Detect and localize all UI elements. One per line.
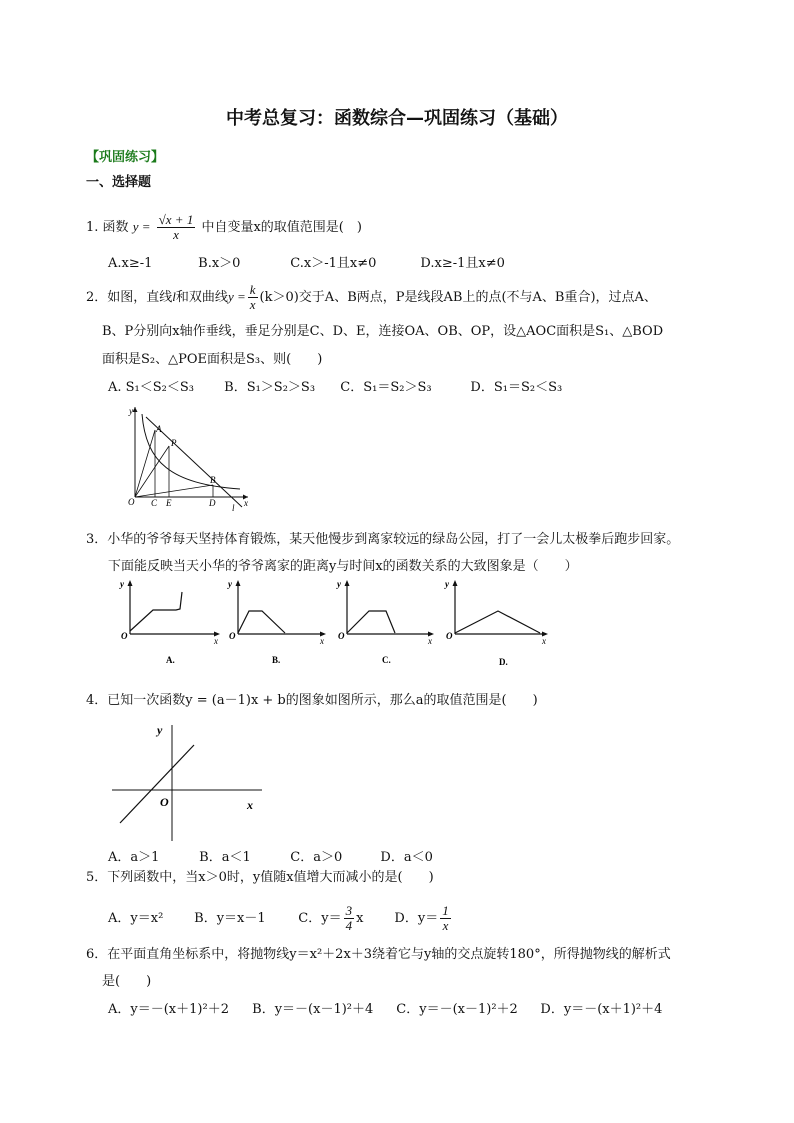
q2-segment-op bbox=[135, 446, 169, 497]
q3-a-caption: A. bbox=[166, 655, 175, 665]
q5-option-c-fraction bbox=[344, 904, 355, 933]
q6-options bbox=[108, 1000, 662, 1020]
q2-label-a: A bbox=[156, 424, 162, 434]
q3-a-y-label: y bbox=[120, 579, 124, 589]
q6-option-c: C．y＝－(x－1)²＋2 bbox=[396, 1002, 518, 1017]
q2-label-c: C bbox=[151, 498, 158, 508]
q2-option-d: D．S₁＝S₂＜S₃ bbox=[470, 380, 563, 395]
q2-label-o: O bbox=[128, 497, 135, 507]
q3-graph-b bbox=[227, 579, 326, 665]
q1-option-b: B.x＞0 bbox=[198, 256, 241, 271]
q2-segment-oa bbox=[135, 430, 155, 497]
q3-c-o-label: O bbox=[338, 631, 345, 641]
q4-stem bbox=[86, 691, 538, 711]
q2-label-p: P bbox=[171, 438, 177, 448]
q3-a-x-label: x bbox=[214, 636, 218, 646]
q2-label-y: y bbox=[129, 406, 133, 416]
q2-line-2: B、P分别向x轴作垂线，垂足分别是C、D、E，连接OA、OB、OP，设△AOC面积是S₁、△BOD bbox=[102, 324, 664, 339]
q5-option-d-den: x bbox=[442, 918, 449, 933]
q2-text-a: 如图，直线 bbox=[107, 290, 173, 305]
q4-o-label: O bbox=[160, 795, 169, 809]
q2-text-c: (k＞0)交于A、B两点，P是线段AB上的点(不与A、B重合)，过点A、 bbox=[259, 290, 657, 305]
q3-d-o-label: O bbox=[446, 631, 453, 641]
q2-label-b: B bbox=[210, 475, 216, 485]
q3-c-y-label: y bbox=[337, 579, 341, 589]
q6-option-a: A．y＝－(x＋1)²＋2 bbox=[108, 1002, 229, 1017]
q6-option-b: B．y＝－(x－1)²＋4 bbox=[252, 1002, 374, 1017]
q4-text: 已知一次函数y = (a－1)x + b的图象如图所示，那么a的取值范围是( ) bbox=[107, 693, 538, 708]
q1-y-eq: y = bbox=[132, 219, 151, 234]
q2-options bbox=[108, 378, 562, 398]
q4-options bbox=[108, 848, 433, 868]
q4-option-c: C．a＞0 bbox=[290, 850, 343, 865]
q2-number: 2． bbox=[86, 290, 108, 305]
q1-option-a: A.x≥-1 bbox=[108, 256, 153, 271]
q4-y-label: y bbox=[157, 723, 163, 737]
q5-text: 下列函数中，当x＞0时，y值随x值增大而减小的是( ) bbox=[107, 870, 434, 885]
q2-label-d: D bbox=[209, 498, 216, 508]
q1-stem bbox=[86, 213, 362, 242]
q5-stem bbox=[86, 868, 434, 888]
q1-number: 1. bbox=[86, 220, 99, 235]
q3-c-caption: C. bbox=[382, 655, 391, 665]
q2-figure bbox=[120, 402, 260, 514]
q3-graph-d-curve bbox=[455, 611, 540, 633]
q2-numerator: k bbox=[249, 282, 256, 297]
q5-number: 5． bbox=[86, 870, 108, 885]
q2-line-3: 面积是S₂、△POE面积是S₃、则( ) bbox=[102, 352, 323, 367]
q2-denominator: x bbox=[249, 297, 256, 312]
q6-number: 6． bbox=[86, 947, 108, 962]
q2-y-eq: y = bbox=[227, 289, 246, 304]
q2-segment-ob bbox=[135, 485, 213, 497]
q3-d-caption: D. bbox=[499, 657, 508, 667]
q2-label-l: l bbox=[232, 503, 235, 513]
q5-option-b: B．y＝x－1 bbox=[194, 911, 266, 926]
q3-line-2: 下面能反映当天小华的爷爷离家的距离y与时间x的函数关系的大致图象是（ ） bbox=[108, 559, 578, 574]
q3-b-o-label: O bbox=[229, 631, 236, 641]
q6-line-1 bbox=[86, 945, 671, 965]
q2-line-l: l bbox=[172, 289, 176, 304]
q4-option-a: A．a＞1 bbox=[108, 850, 160, 865]
q2-fraction bbox=[248, 283, 258, 312]
q5-option-a: A．y＝x² bbox=[108, 911, 164, 926]
q2-y-arrow bbox=[133, 407, 138, 412]
q3-graphs bbox=[110, 576, 560, 671]
q3-a-o-label: O bbox=[121, 631, 128, 641]
q3-b-x-label: x bbox=[320, 636, 324, 646]
q3-graph-d bbox=[444, 579, 548, 667]
q2-label-x: x bbox=[244, 498, 248, 508]
q1-option-c: C.x＞-1且x≠0 bbox=[290, 256, 377, 271]
q5-option-d bbox=[394, 904, 452, 933]
q3-text-1: 小华的爷爷每天坚持体育锻炼，某天他慢步到离家较远的绿岛公园，打了一会儿太极拳后跑步回家。 bbox=[107, 532, 680, 547]
q3-c-x-label: x bbox=[428, 636, 432, 646]
q2-option-c: C．S₁＝S₂＞S₃ bbox=[340, 380, 432, 395]
q1-prefix: 函数 bbox=[102, 220, 129, 235]
q5-option-d-fraction bbox=[440, 904, 451, 933]
q3-graph-a-curve bbox=[130, 592, 182, 631]
q5-option-c-den: 4 bbox=[345, 918, 353, 933]
q3-graph-b-curve bbox=[238, 611, 285, 633]
q5-options bbox=[108, 904, 453, 933]
q2-text-b: 和双曲线 bbox=[175, 290, 228, 305]
q3-b-y-label: y bbox=[228, 579, 232, 589]
q5-option-c-post: x bbox=[356, 911, 364, 926]
q5-option-c-num: 3 bbox=[345, 903, 353, 918]
q1-options bbox=[108, 254, 505, 274]
q2-line-1 bbox=[86, 283, 657, 312]
q1-numerator: √x + 1 bbox=[158, 212, 194, 227]
q5-option-c bbox=[298, 904, 390, 933]
q1-suffix: 中自变量x的取值范围是( ) bbox=[201, 220, 362, 235]
q3-graph-a bbox=[119, 579, 220, 665]
q1-denominator: x bbox=[173, 227, 179, 242]
q3-d-y-label: y bbox=[445, 579, 449, 589]
q6-line-2: 是( ) bbox=[102, 974, 152, 989]
q4-number: 4． bbox=[86, 693, 108, 708]
q2-label-e: E bbox=[166, 498, 172, 508]
section-tag: 【巩固练习】 bbox=[86, 150, 165, 165]
q6-option-d: D．y＝－(x＋1)²＋4 bbox=[540, 1002, 663, 1017]
q4-option-b: B．a＜1 bbox=[199, 850, 251, 865]
q4-figure bbox=[104, 717, 264, 845]
q5-option-d-num: 1 bbox=[442, 903, 449, 918]
q4-option-d: D．a＜0 bbox=[380, 850, 433, 865]
q3-number: 3． bbox=[86, 532, 108, 547]
q4-line bbox=[120, 745, 194, 823]
page-title: 中考总复习：函数综合—巩固练习（基础） bbox=[226, 108, 568, 129]
q5-option-c-prefix: C．y＝ bbox=[298, 911, 342, 926]
q3-line-1 bbox=[86, 530, 679, 550]
q2-option-b: B．S₁＞S₂＞S₃ bbox=[224, 380, 316, 395]
q1-option-d: D.x≥-1且x≠0 bbox=[420, 256, 505, 271]
q6-text-1: 在平面直角坐标系中，将抛物线y＝x²＋2x＋3绕着它与y轴的交点旋转180°，所得抛物线的解析式 bbox=[107, 947, 671, 962]
q2-option-a: A. S₁＜S₂＜S₃ bbox=[108, 380, 195, 395]
q4-x-label: x bbox=[247, 798, 253, 812]
q1-fraction bbox=[157, 213, 196, 242]
q5-option-d-prefix: D．y＝ bbox=[394, 911, 439, 926]
q3-d-x-label: x bbox=[542, 636, 546, 646]
q3-b-caption: B. bbox=[272, 655, 281, 665]
q3-graph-c bbox=[336, 579, 434, 665]
q3-graph-c-curve bbox=[347, 611, 395, 633]
section-heading: 一、选择题 bbox=[86, 175, 152, 190]
